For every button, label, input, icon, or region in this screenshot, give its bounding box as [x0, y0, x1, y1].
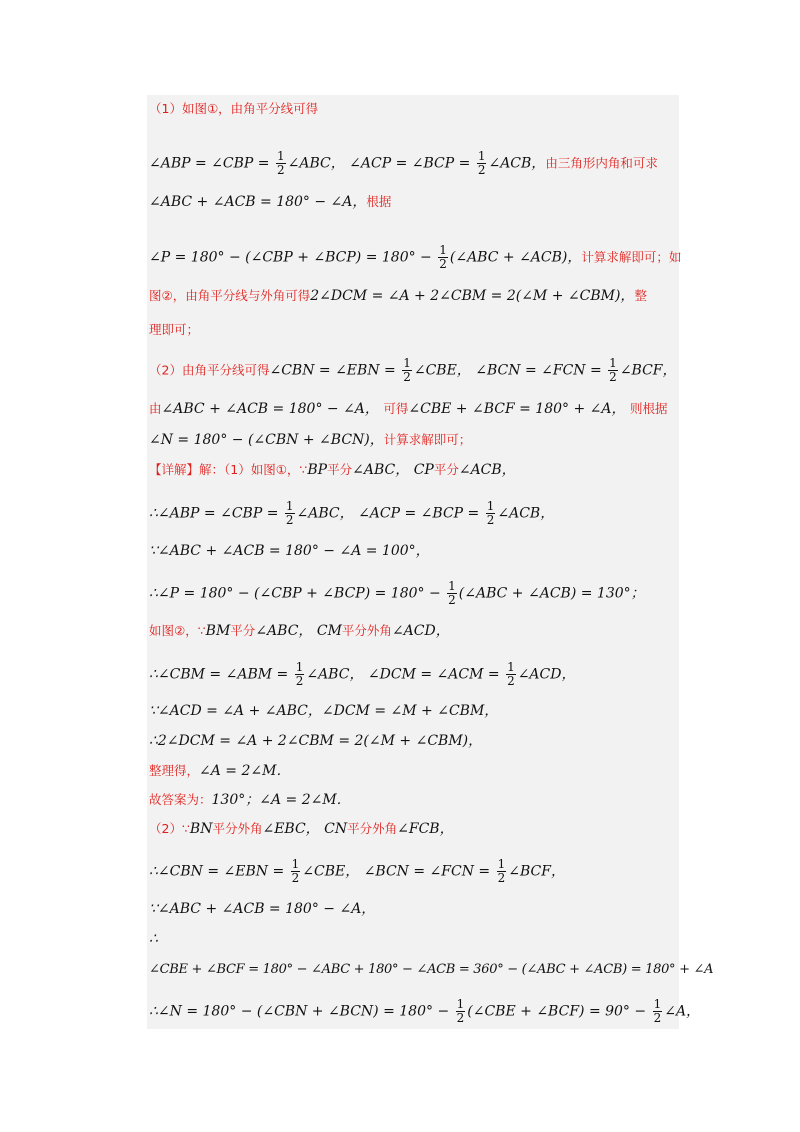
line-9 — [149, 431, 471, 449]
equation: (∠CBE + ∠BCF) = 90° − — [467, 1003, 651, 1020]
equation: ∠ABC， — [306, 666, 364, 683]
math-symbol: BM — [205, 623, 231, 639]
fraction: $\frac{1}{2}$ — [285, 499, 294, 527]
fraction: $\frac{1}{2}$ — [507, 660, 515, 688]
equation: ∴∠CBN = ∠EBN = — [149, 863, 289, 880]
line-5 — [149, 287, 647, 305]
fraction: $\frac{1}{2}$ — [403, 356, 411, 384]
equation: ∠A = 2∠M． — [199, 763, 291, 779]
note-text: 计算求解即可；如 — [581, 249, 682, 265]
math-symbol: CM — [316, 623, 342, 639]
note-text: 可得 — [383, 401, 409, 416]
equation: ∠N = 180° − (∠CBN + ∠BCN)， — [149, 432, 384, 448]
fraction: $\frac{1}{2}$ — [439, 243, 447, 271]
detail-tag: 【详解】解： — [149, 462, 225, 477]
note-text: 整理得， — [149, 763, 200, 778]
note-text: 由三角形内角和可求 — [545, 155, 658, 171]
note-text: 平分 — [230, 623, 256, 638]
math-symbol: ∠ACB， — [458, 462, 516, 478]
line-22: ∵∠ABC + ∠ACB = 180° − ∠A， — [149, 901, 376, 917]
note-text: 由 — [149, 401, 162, 416]
equation: ∠CBN = ∠EBN = — [269, 362, 401, 379]
line-7 — [149, 357, 677, 384]
equation: ∴∠CBM = ∠ABM = — [149, 666, 293, 683]
equation: ∴∠N = 180° − (∠CBN + ∠BCN) = 180° − — [149, 1003, 454, 1020]
note-text: 平分外角 — [212, 821, 263, 836]
math-symbol: ∠ACD， — [391, 623, 450, 639]
line-25 — [149, 998, 700, 1025]
content-panel — [147, 95, 682, 1029]
line-24: ∠CBE + ∠BCF = 180° − ∠ABC + 180° − ∠ACB = 360° − (∠ABC + ∠ACB) = 180° + ∠A — [149, 962, 714, 977]
line-11 — [149, 500, 554, 527]
equation: ∠BCN = ∠FCN = — [475, 362, 607, 379]
math-symbol: BN — [189, 821, 213, 837]
fraction: $\frac{1}{2}$ — [276, 149, 285, 177]
fraction: $\frac{1}{2}$ — [295, 660, 304, 688]
equation: ∠CBE， — [413, 362, 471, 379]
fraction: $\frac{1}{2}$ — [456, 997, 465, 1025]
line-19 — [149, 791, 351, 809]
note-text: （2）由角平分线可得 — [149, 362, 270, 378]
note-text: 根据 — [366, 194, 392, 209]
fraction: $\frac{1}{2}$ — [291, 857, 300, 885]
fraction: $\frac{1}{2}$ — [497, 857, 506, 885]
line-4 — [149, 244, 681, 271]
equation: ∠ACB， — [497, 505, 555, 522]
math-symbol: BP — [307, 462, 328, 478]
equation: (∠ABC + ∠ACB)， — [449, 249, 582, 266]
line-10 — [149, 461, 516, 479]
fraction: $\frac{1}{2}$ — [486, 499, 495, 527]
line-12: ∵∠ABC + ∠ACB = 180° − ∠A = 100°， — [149, 543, 430, 559]
line-6: 理即可； — [149, 322, 200, 337]
line-14 — [149, 622, 450, 640]
note-text: 平分外角 — [347, 821, 398, 836]
note-text: 故答案为： — [149, 792, 212, 807]
fraction: $\frac{1}{2}$ — [609, 356, 617, 384]
math-symbol: ∠EBC， — [262, 821, 320, 837]
line-2 — [149, 150, 658, 177]
note-text: 计算求解即可； — [383, 432, 472, 447]
note-text: 平分 — [433, 462, 459, 477]
equation: ∠BCN = ∠FCN = — [363, 863, 495, 880]
equation: 130°；∠A = 2∠M． — [211, 792, 351, 808]
note-text: 整 — [634, 288, 647, 303]
equation: ∠ACP = ∠BCP = — [358, 505, 484, 522]
equation: ∠ABC + ∠ACB = 180° − ∠A， — [149, 194, 367, 210]
note-text: 平分 — [327, 462, 353, 477]
equation: ∠CBE + ∠BCF = 180° + ∠A， — [408, 401, 626, 417]
fraction: $\frac{1}{2}$ — [448, 579, 456, 607]
note-text: （2）∵ — [149, 821, 190, 836]
note-text: 平分外角 — [341, 623, 392, 638]
equation: 2∠DCM = ∠A + 2∠CBM = 2(∠M + ∠CBM)， — [310, 288, 635, 304]
equation: ∠BCF， — [508, 863, 565, 880]
equation: ∠ACP = ∠BCP = — [349, 155, 475, 172]
note-text: （1）如图①，∵ — [224, 462, 308, 477]
equation: ∠DCM = ∠ACM = — [367, 666, 505, 683]
math-symbol: CP — [413, 462, 434, 478]
fraction: $\frac{1}{2}$ — [477, 149, 486, 177]
line-20 — [149, 820, 454, 838]
equation: ∠ACD， — [517, 666, 576, 683]
equation: ∠ABC + ∠ACB = 180° − ∠A， — [161, 401, 379, 417]
fraction: $\frac{1}{2}$ — [653, 997, 662, 1025]
math-symbol: ∠ABC， — [352, 462, 410, 478]
equation: ∠P = 180° − (∠CBP + ∠BCP) = 180° − — [149, 249, 437, 266]
equation: ∴∠P = 180° − (∠CBP + ∠BCP) = 180° − — [149, 585, 446, 602]
line-3 — [149, 193, 391, 211]
note-text: 如图②，∵ — [149, 623, 206, 638]
equation: ∠A， — [664, 1003, 701, 1020]
equation: (∠ABC + ∠ACB) = 130°； — [458, 585, 645, 602]
line-16: ∵∠ACD = ∠A + ∠ABC，∠DCM = ∠M + ∠CBM， — [149, 703, 499, 719]
line-17: ∴2∠DCM = ∠A + 2∠CBM = 2(∠M + ∠CBM)， — [149, 733, 483, 749]
note-text: 图②，由角平分线与外角可得 — [149, 288, 311, 303]
line-15 — [149, 661, 575, 688]
equation: ∠ACB， — [488, 155, 546, 172]
line-13 — [149, 580, 645, 607]
equation: ∠ABC， — [287, 155, 345, 172]
line-18 — [149, 762, 290, 780]
equation: ∠ABC， — [296, 505, 354, 522]
math-symbol: ∠ABC， — [255, 623, 313, 639]
math-symbol: CN — [324, 821, 348, 837]
equation: ∠CBE， — [302, 863, 360, 880]
equation: ∴∠ABP = ∠CBP = — [149, 505, 283, 522]
line-21 — [149, 858, 565, 885]
math-symbol: ∠FCB， — [397, 821, 454, 837]
line-8 — [149, 400, 667, 418]
equation: ∠BCF， — [619, 362, 677, 379]
part1-header: （1）如图①，由角平分线可得 — [149, 101, 319, 116]
note-text: 则根据 — [629, 401, 668, 416]
equation: ∠ABP = ∠CBP = — [149, 155, 274, 172]
line-23: ∴ — [149, 931, 158, 947]
